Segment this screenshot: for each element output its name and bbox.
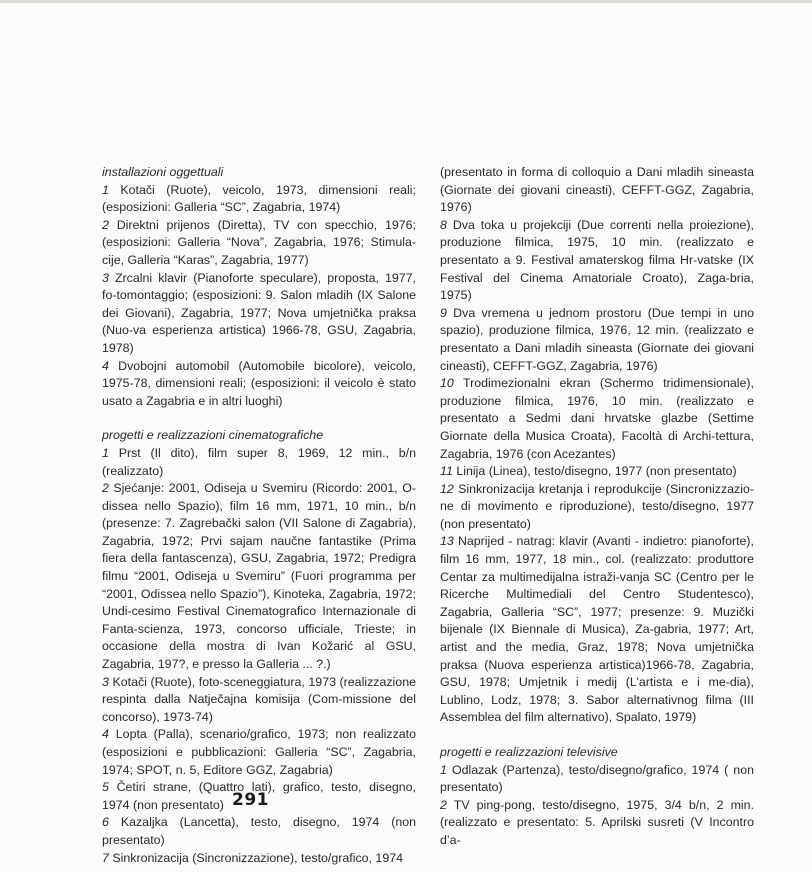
page-top-edge	[0, 0, 812, 3]
list-item: 9 Dva vremena u jednom prostoru (Due tempi in uno spazio), produzione filmica, 1976, 12 min. (realizzato e presentato a Dani mladih sineasta (Giornate dei giovani cineasti), CEFFT-GGZ, Zagabria, 1976)	[440, 305, 754, 373]
list-item: 2 Direktni prijenos (Diretta), TV con specchio, 1976; (esposizioni: Galleria “Nova”, Zagabria, 1976; Stimula-cije, Galleria “Karas”, Zagabria, 1977)	[102, 217, 416, 267]
list-item: 2 Sjećanje: 2001, Odiseja u Svemiru (Ricordo: 2001, O-dissea nello Spazio), film 16 mm, 1971, 10 min., b/n (presenze: 7. Zagrebački salon (VII Salone di Zagabria), Zagabria, 1972; Prvi sajam naučne fantastike (Prima fiera della fantascenza), GSU, Zagabria, 1972; Predigra filmu “2001, Odiseja u Svemiru” (Fuori programma per “2001, Odissea nello Spazio”), Kinoteka, Zagabria, 1972; Undi-cesimo Festival Cinematografico Internazionale di Fanta-scienza, 1973, concorso ufficiale, Trieste; in occasione della mostra di Ivan Kožarić al GSU, Zagabria, 197?, e presso la Galleria ... ?.)	[102, 481, 416, 672]
list-item: 6 Kazaljka (Lancetta), testo, disegno, 1974 (non presentato)	[102, 815, 416, 847]
list-televisive	[440, 762, 754, 850]
list-item: 2 TV ping-pong, testo/disegno, 1975, 3/4 b/n, 2 min. (realizzato e presentato: 5. Aprilski susreti (V Incontro d’a-	[440, 797, 755, 847]
page-number: 291	[232, 790, 269, 810]
section-heading-installazioni: installazioni oggettuali	[102, 165, 224, 179]
list-item: 4 Dvobojni automobil (Automobile bicolore), veicolo, 1975-78, dimensioni reali; (esposizioni: il veicolo è stato usato a Zagabria e in altri luoghi)	[102, 358, 416, 408]
list-item: 13 Naprijed - natrag: klavir (Avanti - indietro: pianoforte), film 16 mm, 1977, 18 min., col. (realizzato: produttore Centar za multimedijalna istraži-vanja SC (Centro per le Ricerche Multimediali del Centro Studentesco), Zagabria, Galleria “SC”, 1977; presenze: 9. Muzički bijenale (IX Biennale di Musica), Za-gabria, 1977; Art, artist and the media, Graz, 1978; Nova umjetnička praksa (Nuova esperienza artistica)1966-78, Zagabria, GSU, 1978; Umjetnik i medij (L’artista e i me-dia), Lublino, Lodz, 1978; 3. Sabor alternativnog filma (III Assemblea del film alternativo), Spalato, 1979)	[440, 534, 754, 725]
right-column	[440, 164, 754, 850]
list-item: 10 Trodimezionalni ekran (Schermo tridimensionale), produzione filmica, 1976, 10 min. (realizzato e presentato a Sedmi dani hrvatske glazbe (Settime Giornate della Musica Croata), Facoltà di Archi-tettura, Zagabria, 1976 (con Acezantes)	[440, 376, 754, 461]
section-heading-cinematografiche: progetti e realizzazioni cinematografiche	[102, 428, 324, 443]
list-item: 1 Prst (Il dito), film super 8, 1969, 12 min., b/n (realizzato)	[102, 445, 416, 478]
section-gap	[102, 410, 416, 427]
list-item: 12 Sinkronizacija kretanja i reprodukcije (Sincronizzazio-ne di movimento e riproduzione), testo/disegno, 1977 (non presentato)	[440, 481, 754, 531]
list-item: 11 Linija (Linea), testo/disegno, 1977 (non presentato)	[440, 464, 737, 479]
list-item: 5 Četiri strane, (Quattro lati), grafico, testo, disegno, 1974 (non presentato)	[102, 780, 416, 812]
continued-entry: (presentato in forma di colloquio a Dani mladih sineasta (Giornate dei giovani cineasti), CEFFT-GGZ, Zagabria, 1976)	[440, 165, 754, 215]
list-item: 4 Lopta (Palla), scenario/grafico, 1973; non realizzato (esposizioni e pubblicazioni: Galleria “SC”, Zagabria, 1974; SPOT, n. 5, Editore GGZ, Zagabria)	[102, 727, 416, 777]
list-item: 3 Kotači (Ruote), foto-sceneggiatura, 1973 (realizzazione respinta dalla Natječajna komisija (Com-missione del concorso), 1973-74)	[102, 674, 416, 724]
left-column	[102, 164, 416, 867]
list-item: 1 Kotači (Ruote), veicolo, 1973, dimensioni reali; (esposizioni: Galleria “SC”, Zagabria, 1974)	[102, 182, 416, 215]
list-item: 3 Zrcalni klavir (Pianoforte speculare), proposta, 1977, fo-tomontaggio; (esposizioni: 9. Salon mladih (IX Salone dei Giovani), Zagabria, 1977; Nova umjetnička praksa (Nuo-va esperienza artistica) 1966-78, GSU, Zagabria, 1978)	[102, 270, 416, 355]
section-gap	[440, 727, 754, 744]
list-cinematografiche-continued	[440, 217, 754, 727]
list-item: 7 Sinkronizacija (Sincronizzazione), testo/grafico, 1974	[102, 850, 403, 865]
section-heading-televisive: progetti e realizzazioni televisive	[440, 745, 618, 759]
list-item: 8 Dva toka u projekciji (Due correnti nella proiezione), produzione filmica, 1975, 10 min. (realizzato e presentato a 9. Festival amaterskog filma Hr-vatske (IX Festival del Cinema Amatoriale Croato), Zaga-bria, 1975)	[440, 217, 754, 303]
list-installazioni	[102, 182, 416, 411]
list-item: 1 Odlazak (Partenza), testo/disegno/grafico, 1974 ( non presentato)	[440, 762, 754, 795]
